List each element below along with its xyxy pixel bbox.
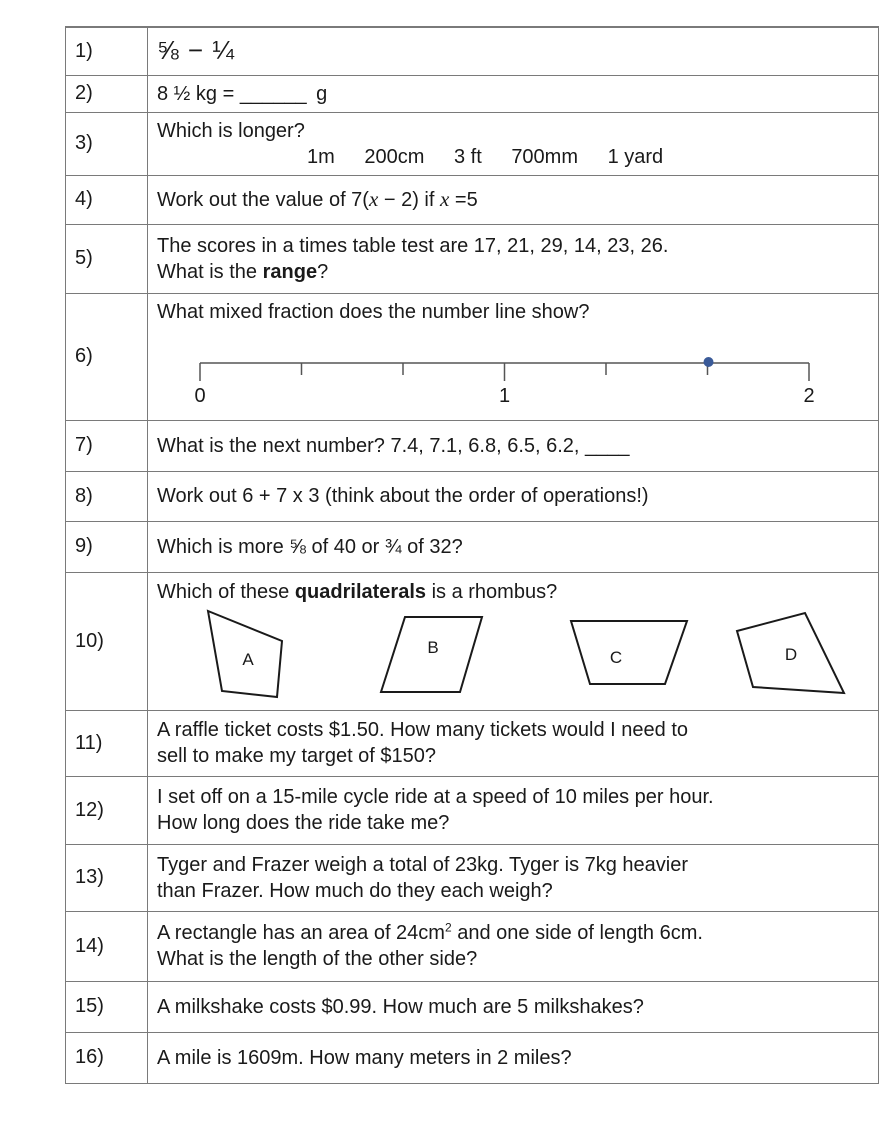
question-mid: − 2) if — [378, 189, 440, 211]
shape-c — [571, 621, 687, 684]
shape-label-b: B — [427, 637, 439, 657]
worksheet-table — [65, 26, 879, 1084]
question-line: What is the length of the other side? — [157, 948, 478, 970]
question-row-1 — [66, 27, 879, 75]
answer-blank: ______ — [239, 82, 307, 105]
question-number: 2) — [66, 75, 148, 112]
question-row-9 — [66, 521, 879, 572]
text-part: Which of these — [157, 580, 295, 603]
label-0: 0 — [194, 384, 206, 405]
question-number: 7) — [66, 420, 148, 471]
question-line: Tyger and Frazer weigh a total of 23kg. Tyger is 7kg heavier — [157, 853, 689, 876]
question-text — [148, 27, 879, 75]
question-row-8 — [66, 471, 879, 521]
label-2: 2 — [803, 384, 815, 405]
question-post: g — [316, 82, 328, 105]
question-line: than Frazer. How much do they each weigh? — [157, 879, 553, 902]
question-number: 12) — [66, 776, 148, 844]
question-number: 14) — [66, 911, 148, 981]
question-row-5 — [66, 224, 879, 293]
text-part: What is the — [157, 260, 263, 283]
question-number: 6) — [66, 293, 148, 420]
question-text — [148, 776, 879, 844]
question-line: What mixed fraction does the number line show? — [157, 300, 590, 323]
question-line: How long does the ride take me? — [157, 812, 450, 834]
question-text — [148, 572, 879, 710]
question-row-13 — [66, 844, 879, 911]
number-line-point — [704, 357, 714, 367]
keyword-range: range — [262, 260, 318, 283]
question-number: 5) — [66, 224, 148, 293]
question-text — [148, 112, 879, 175]
variable: x — [368, 187, 379, 211]
text-part: A rectangle has an area of 24cm — [157, 922, 445, 944]
question-text — [148, 75, 879, 112]
question-text: What is the next number? 7.4, 7.1, 6.8, 6.5, 6.2, ____ — [148, 420, 879, 471]
question-text — [148, 911, 879, 981]
option: 1 yard — [607, 145, 664, 168]
question-row-11 — [66, 710, 879, 776]
text-part: and one side of length 6cm. — [451, 922, 703, 944]
text-part: is a rhombus? — [426, 580, 558, 603]
question-row-2 — [66, 75, 879, 112]
shape-label-d: D — [784, 644, 798, 664]
question-line — [157, 259, 878, 285]
text-part: ? — [317, 260, 329, 283]
quadrilateral-shapes — [157, 605, 877, 705]
question-row-16 — [66, 1032, 879, 1083]
question-line: A raffle ticket costs $1.50. How many tickets would I need to — [157, 719, 689, 741]
question-text — [148, 844, 879, 911]
question-line — [157, 579, 878, 605]
number-line — [157, 325, 857, 405]
question-row-10 — [66, 572, 879, 710]
option: 3 ft — [453, 145, 482, 168]
question-row-12 — [66, 776, 879, 844]
question-row-7 — [66, 420, 879, 471]
question-text: Which is more ⅝ of 40 or ¾ of 32? — [148, 521, 879, 572]
question-line: I set off on a 15-mile cycle ride at a speed of 10 miles per hour. — [157, 786, 714, 808]
question-number: 4) — [66, 175, 148, 224]
question-text: Work out 6 + 7 x 3 (think about the order of operations!) — [148, 471, 879, 521]
option: 200cm — [364, 145, 425, 168]
question-line: The scores in a times table test are 17, 21, 29, 14, 23, 26. — [157, 234, 669, 257]
question-pre: Work out the value of 7( — [157, 189, 369, 211]
question-row-14 — [66, 911, 879, 981]
fraction-expression: ⅝ − ¼ — [157, 34, 235, 65]
question-number: 1) — [66, 27, 148, 75]
question-line: sell to make my target of $150? — [157, 745, 437, 767]
question-line — [157, 920, 878, 946]
question-text — [148, 224, 879, 293]
question-number: 3) — [66, 112, 148, 175]
question-post: =5 — [449, 189, 478, 211]
question-number: 9) — [66, 521, 148, 572]
question-number: 13) — [66, 844, 148, 911]
superscript: 2 — [444, 920, 452, 935]
question-row-15 — [66, 981, 879, 1032]
question-row-6 — [66, 293, 879, 420]
question-text — [148, 293, 879, 420]
option: 1m — [307, 145, 335, 168]
question-text — [148, 175, 879, 224]
question-row-4 — [66, 175, 879, 224]
question-text: A mile is 1609m. How many meters in 2 miles? — [148, 1032, 879, 1083]
question-row-3 — [66, 112, 879, 175]
shape-label-c: C — [609, 647, 623, 667]
question-number: 11) — [66, 710, 148, 776]
question-number: 10) — [66, 572, 148, 710]
keyword-quadrilaterals: quadrilaterals — [294, 580, 427, 603]
label-1: 1 — [498, 384, 511, 405]
question-text: A milkshake costs $0.99. How much are 5 milkshakes? — [148, 981, 879, 1032]
question-pre: 8 ½ kg = — [157, 82, 235, 105]
question-number: 15) — [66, 981, 148, 1032]
question-text — [148, 710, 879, 776]
question-number: 8) — [66, 471, 148, 521]
option: 700mm — [511, 145, 579, 168]
length-options — [157, 144, 878, 170]
shape-label-a: A — [242, 649, 254, 669]
question-number: 16) — [66, 1032, 148, 1083]
question-line: Which is longer? — [157, 119, 305, 142]
variable: x — [440, 187, 450, 211]
